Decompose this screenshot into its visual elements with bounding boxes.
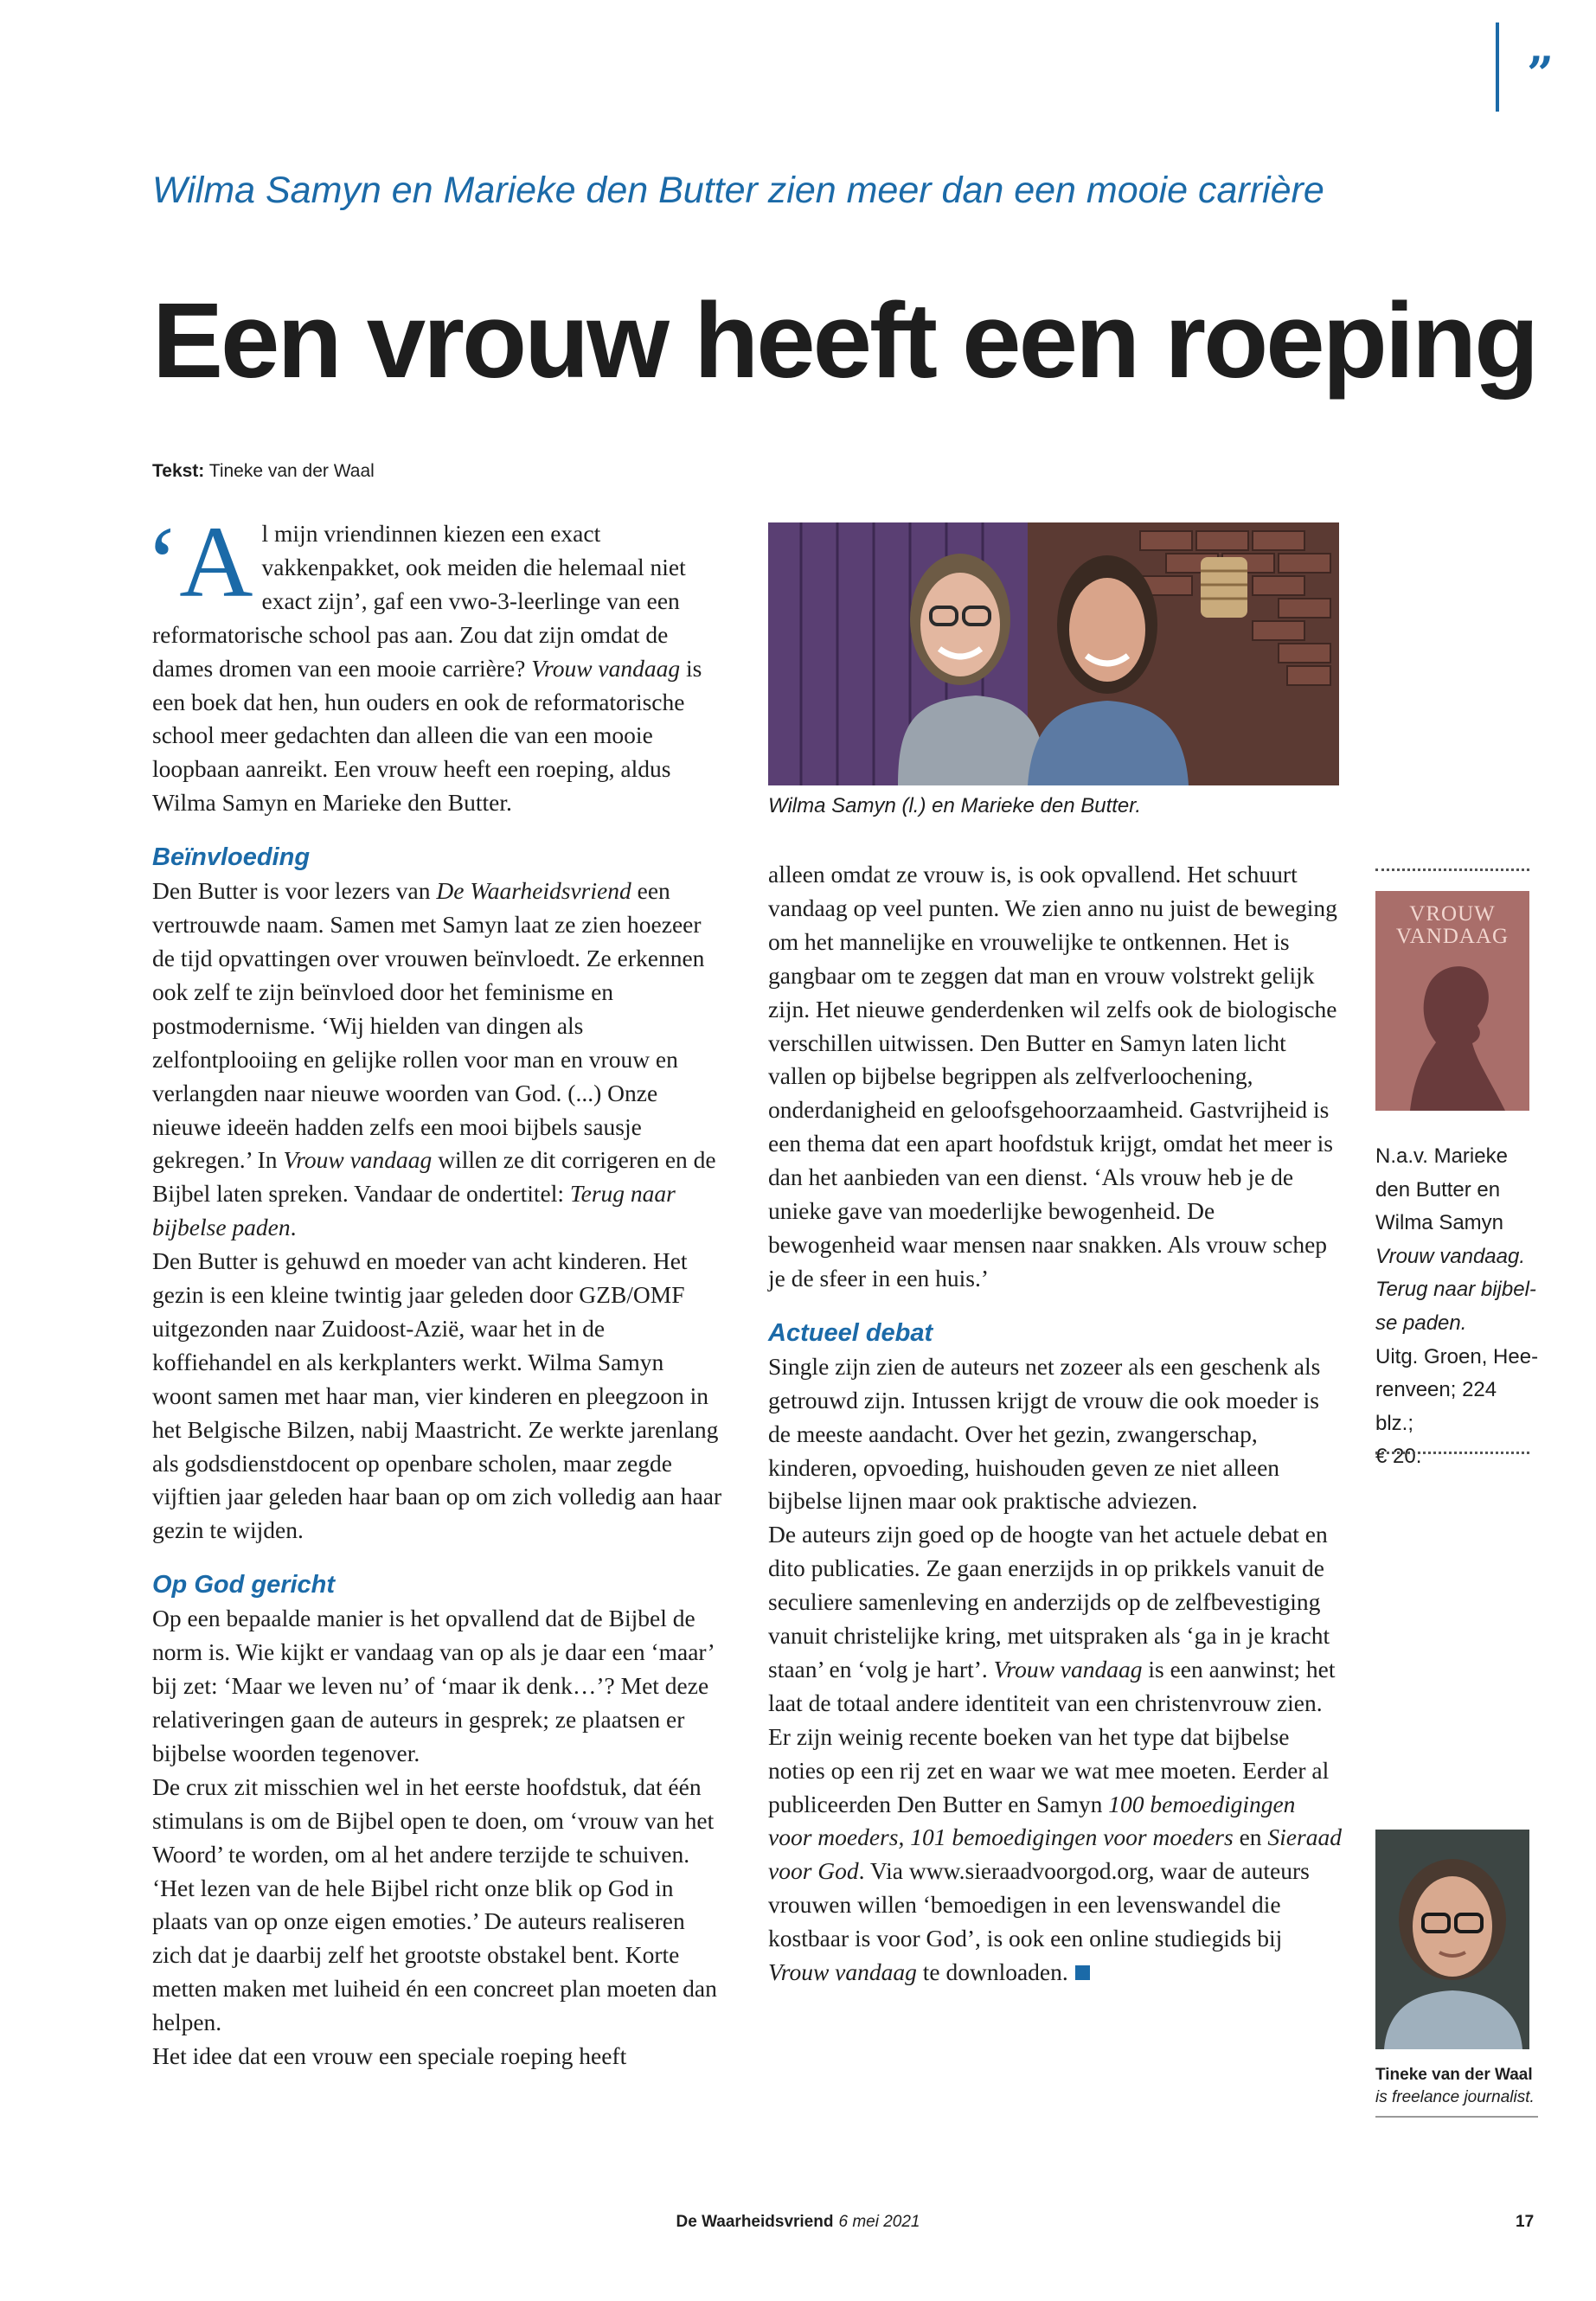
author-photo	[1375, 1830, 1529, 2049]
publication-date: 6 mei 2021	[838, 2213, 920, 2231]
body-paragraph: Den Butter is voor lezers van De Waarheidsvriend een vertrouwde naam. Samen met Samyn laat ze zien hoezeer de tijd opvattingen over vrouwen beïnvloedt. Ze erkennen ook zelf te zijn beïnvloed door het feminisme en postmodernisme. ‘Wij hielden van dingen als zelfontplooiing en gelijke rollen voor man en vrouw en verlangden naar nieuwe woorden van God. (...) Onze nieuwe ideeën hadden zelfs een mooi bijbels sausje gekregen.’ In Vrouw vandaag willen ze dit corrigeren en de Bijbel laten spreken. Vandaar de ondertitel: Terug naar bijbelse paden.	[152, 877, 716, 1241]
page-title: Een vrouw heeft een roeping	[152, 282, 1537, 401]
article-photo	[768, 522, 1339, 785]
body-paragraph: Den Butter is gehuwd en moeder van acht kinderen. Het gezin is een kleine twintig jaar geleden door GZB/OMF uitgezonden naar Zuidoost-Azië, waar het in de koffiehandel en als kerkplanters werkt. Wilma Samyn woont samen met haar man, vier kinderen en pleegzoon in het Belgische Bilzen, nabij Maastricht. Ze werkte jarenlang als godsdienstdocent op openbare scholen, maar zegde vijftien jaar geleden haar baan op om zich volledig aan haar gezin te wijden.	[152, 1247, 722, 1544]
body-paragraph: Op een bepaalde manier is het opvallend dat de Bijbel de norm is. Wie kijkt er vandaag van op als je daar een ‘maar’ bij zet: ‘Maar we leven nu’ of ‘maar ik denk…’? Met deze relativeringen gaan de auteurs in gesprek; ze plaatsen er bijbelse woorden tegenover.	[152, 1605, 714, 1766]
author-name: Tineke van der Waal	[1375, 2066, 1533, 2084]
section-heading-beinvloeding: Beïnvloeding	[152, 843, 311, 872]
book-price: € 20.	[1375, 1445, 1422, 1469]
end-mark-icon	[1075, 1965, 1090, 1980]
body-paragraph: Single zijn zien de auteurs net zozeer als een geschenk als getrouwd zijn. Intussen krijgt de vrouw die ook moeder is de meeste aandacht. Over het gezin, zwangerschap, kinderen, opvoeding, huishouden geven ze niet alleen bijbelse lijnen maar ook praktische adviezen.	[768, 1352, 1321, 1515]
body-paragraph: Het idee dat een vrouw een speciale roeping heeft	[152, 2042, 627, 2070]
page-number: 17	[1516, 2213, 1535, 2231]
article-column-middle	[768, 858, 1343, 1990]
byline-label: Tekst:	[152, 461, 205, 481]
byline	[152, 461, 375, 482]
byline-author: Tineke van der Waal	[208, 461, 375, 481]
footer-publication	[0, 2213, 1596, 2232]
photo-caption: Wilma Samyn (l.) en Marieke den Butter.	[768, 794, 1142, 817]
book-cover-title: VROUW	[1409, 902, 1496, 926]
book-cover-image	[1375, 891, 1529, 1111]
quote-icon: ”	[1527, 46, 1554, 101]
author-role: is freelance journalist.	[1375, 2088, 1535, 2106]
book-title: Vrouw vandaag.	[1375, 1244, 1526, 1268]
section-heading-op-god-gericht: Op God gericht	[152, 1571, 336, 1599]
body-paragraph: De auteurs zijn goed op de hoogte van het actuele debat en dito publicaties. Ze gaan enerzijds in op prikkels vanuit de seculiere samenleving en anderzijds op de zelfbevestiging vanuit christelijke kring, met uitspraken als ‘ga in je kracht staan’ en ‘volg je hart’. Vrouw vandaag is een aanwinst; het laat de totaal andere identiteit van een christenvrouw zien. Er zijn weinig recente boeken van het type dat bijbelse noties op een rij zet en waar we wat mee moeten. Eerder al publiceerden Den Butter en Samyn 100 bemoedigingen voor moeders, 101 bemoedigingen voor moeders en Sieraad voor God. Via www.sieraadvoorgod.org, waar de auteurs vrouwen willen ‘bemoedigen in een levenswandel die kostbaar is voor God’, is ook een online studiegids bij Vrouw vandaag te downloaden.	[768, 1521, 1342, 1986]
kicker: Wilma Samyn en Marieke den Butter zien meer dan een mooie carrière	[152, 170, 1324, 211]
publication-name: De Waarheidsvriend	[676, 2213, 834, 2231]
photo-illustration	[768, 522, 1339, 785]
drop-cap: ‘A	[145, 505, 253, 619]
book-cover-silhouette	[1375, 891, 1529, 1111]
header-rule	[1496, 22, 1499, 112]
section-heading-actueel-debat: Actueel debat	[768, 1318, 933, 1347]
body-paragraph: alleen omdat ze vrouw is, is ook opvallend. Het schuurt vandaag op veel punten. We zien anno nu juist de beweging om het mannelijke en vrouwelijke te ontkennen. Het is gangbaar om te zeggen dat man en vrouw volstrekt gelijk zijn. Het nieuwe genderdenken wil zelfs ook de biologische verschillen uitwissen. Den Butter en Samyn laten licht vallen op bijbelse begrippen als zelfverloochening, onderdanigheid en geloofsgehoorzaamheid. Gastvrijheid is een thema dat een apart hoofdstuk krijgt, omdat het meer is dan het aanbieden van een dienst. ‘Als vrouw heb je de unieke gave van moederlijke bewogenheid. De bewogenheid waar mensen naar snakken. Als vrouw schep je de sfeer in een huis.’	[768, 861, 1337, 1292]
book-cover-title: VANDAAG	[1395, 925, 1509, 948]
author-portrait	[1375, 1830, 1529, 2049]
body-paragraph: De crux zit misschien wel in het eerste hoofdstuk, dat één stimulans is om de Bijbel open te doen, om ‘vrouw van het Woord’ te worden, om al het andere terzijde te schuiven. ‘Het lezen van de hele Bijbel richt onze blik op God in plaats van op onze eigen emoties.’ De auteurs realiseren zich dat je daarbij zelf het grootste obstakel bent. Korte metten maken met luiheid én een concreet plan moeten dan helpen.	[152, 1772, 717, 2036]
intro-paragraph: ‘Al mijn vriendinnen kiezen een exact vakkenpakket, ook meiden die helemaal niet exact zijn’, gaf een vwo-3-leerlinge van een reformatorische school pas aan. Zou dat zijn omdat de dames dromen van een mooie carrière? Vrouw vandaag is een boek dat hen, hun ouders en ook de reformatorische school meer gedachten dan alleen die van een mooie loopbaan aanreikt. Een vrouw heeft een roeping, aldus Wilma Samyn en Marieke den Butter.	[145, 505, 702, 817]
divider	[1375, 1452, 1529, 1454]
divider	[1375, 868, 1529, 871]
article-column-left	[145, 505, 727, 2073]
divider	[1375, 2116, 1538, 2118]
book-info: N.a.v. Marieke den Butter en Wilma Samyn Vrouw vandaag. Terug naar bijbel- se paden. Uitg. Groen, Hee- renveen; 224 blz.; € 20.	[1375, 1140, 1540, 1474]
